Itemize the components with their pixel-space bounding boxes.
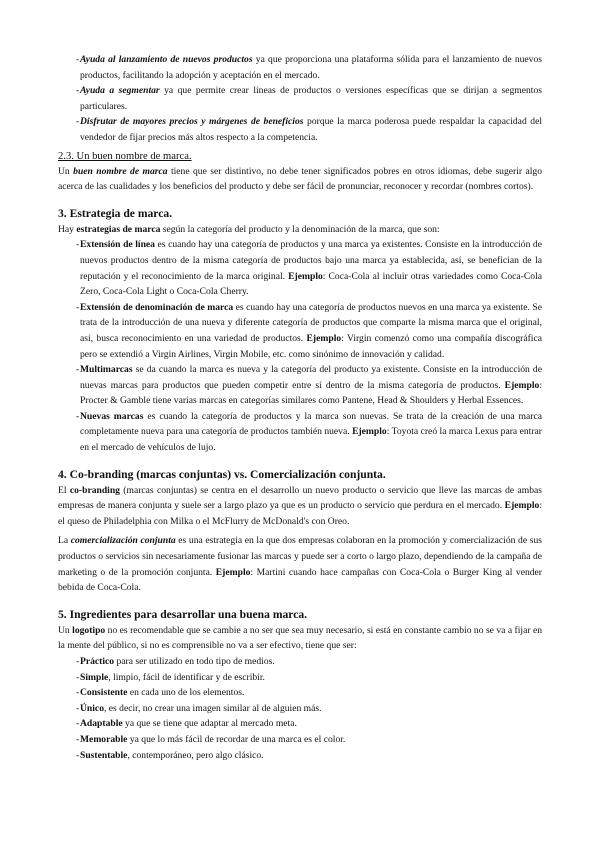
list-item: - Consistente en cada uno de los elementos. xyxy=(58,685,542,701)
section-4-paragraph-comercializacion: La comercialización conjunta es una estrategia en la que dos empresas colaboran en la promoción y comercialización de sus productos o servicios sin necesariamente fusionar las marcas y puede ser a corto o largo plazo, dependiendo de la campaña de marketing o de la promoción conjunta. Ejemplo: Martini cuando hace campañas con Coca-Cola o Burger King al vender bebida de Coca-Cola. xyxy=(58,535,542,594)
section-5-heading: 5. Ingredientes para desarrollar una buena marca. xyxy=(58,607,308,621)
brand-strategy-list xyxy=(58,237,542,455)
section-4-heading: 4. Co-branding (marcas conjuntas) vs. Comercialización conjunta. xyxy=(58,467,386,481)
list-item: - Multimarcas se da cuando la marca es nueva y la categoría del producto ya existente. Consiste en la introducción de nuevas marcas para productos que pueden competir entre sí dentro de la misma categoría de productos. Ejemplo: Procter & Gamble tiene varias marcas en categorías similares como Pantene, Head & Shoulders y Herbal Essences. xyxy=(58,362,542,409)
list-item: - Único, es decir, no crear una imagen similar al de alguien más. xyxy=(58,701,542,717)
section-2-3-heading: 2.3. Un buen nombre de marca. xyxy=(58,150,192,162)
list-item: - Extensión de denominación de marca es cuando hay una categoría de productos nuevos en una marca ya existente. Se trata de la introducción de una nueva y diferente categoría de productos que comparte la misma marca que el original, así, busca reconocimiento en una variedad de productos. Ejemplo: Virgin comenzó como una compañía discográfica pero se extendió a Virgin Airlines, Virgin Mobile, etc. como sinónimo de innovación y calidad. xyxy=(58,300,542,362)
list-item: - Ayuda a segmentar ya que permite crear líneas de productos o versiones específicas que se dirijan a segmentos particulares. xyxy=(58,83,542,114)
section-3-intro: Hay estrategias de marca según la categoría del producto y la denominación de la marca, que son: xyxy=(58,223,440,235)
section-5-intro: Un logotipo no es recomendable que se cambie a no ser que sea muy necesario, si está en constante cambio no se va a fijar en la mente del público, si no es comprensible no va a ser efectivo, tiene que ser: xyxy=(58,624,542,652)
list-item: - Memorable ya que lo más fácil de recordar de una marca es el color. xyxy=(58,732,542,748)
list-item: - Extensión de línea es cuando hay una categoría de productos y una marca ya existentes. Consiste en la introducción de nuevos productos dentro de la misma categoría de productos bajo una marca ya establecida, así, se benefician de la reputación y el reconocimiento de la marca original. Ejemplo: Coca-Cola al incluir otras variedades como Coca-Cola Zero, Coca-Cola Light o Coca-Cola Cherry. xyxy=(58,237,542,299)
list-item: - Adaptable ya que se tiene que adaptar al mercado meta. xyxy=(58,716,542,732)
list-item: - Práctico para ser utilizado en todo tipo de medios. xyxy=(58,654,542,670)
list-item: - Simple, limpio, fácil de identificar y de escribir. xyxy=(58,670,542,686)
section-4-paragraph-cobranding: El co-branding (marcas conjuntas) se centra en el desarrollo un nuevo producto o servicio que lleve las marcas de ambas empresas de manera conjunta y suele ser a largo plazo ya que es un producto o servicio que perdura en el mercado. Ejemplo: el queso de Philadelphia con Milka o el McFlurry de McDonald's con Oreo. xyxy=(58,484,542,527)
list-item: - Sustentable, contemporáneo, pero algo clásico. xyxy=(58,748,542,764)
list-item: - Disfrutar de mayores precios y márgenes de beneficios porque la marca poderosa puede respaldar la capacidad del vendedor de fijar precios más altos respecto a la competencia. xyxy=(58,114,542,145)
benefits-list xyxy=(58,52,542,146)
section-2-3-paragraph: Un buen nombre de marca tiene que ser distintivo, no debe tener significados pobres en otros idiomas, debe sugerir algo acerca de las cualidades y los beneficios del producto y debe ser fácil de pronunciar, reconocer y recordar (nombres cortos). xyxy=(58,165,542,193)
list-item: - Nuevas marcas es cuando la categoría de productos y la marca son nuevas. Se trata de la creación de una marca completamente nueva para una categoría de productos también nueva. Ejemplo: Toyota creó la marca Lexus para entrar en el mercado de vehículos de lujo. xyxy=(58,409,542,456)
logo-qualities-list xyxy=(58,654,542,763)
list-item: - Ayuda al lanzamiento de nuevos productos ya que proporciona una plataforma sólida para el lanzamiento de nuevos productos, facilitando la adopción y aceptación en el mercado. xyxy=(58,52,542,83)
section-3-heading: 3. Estrategia de marca. xyxy=(58,206,173,220)
document-page xyxy=(58,52,542,763)
